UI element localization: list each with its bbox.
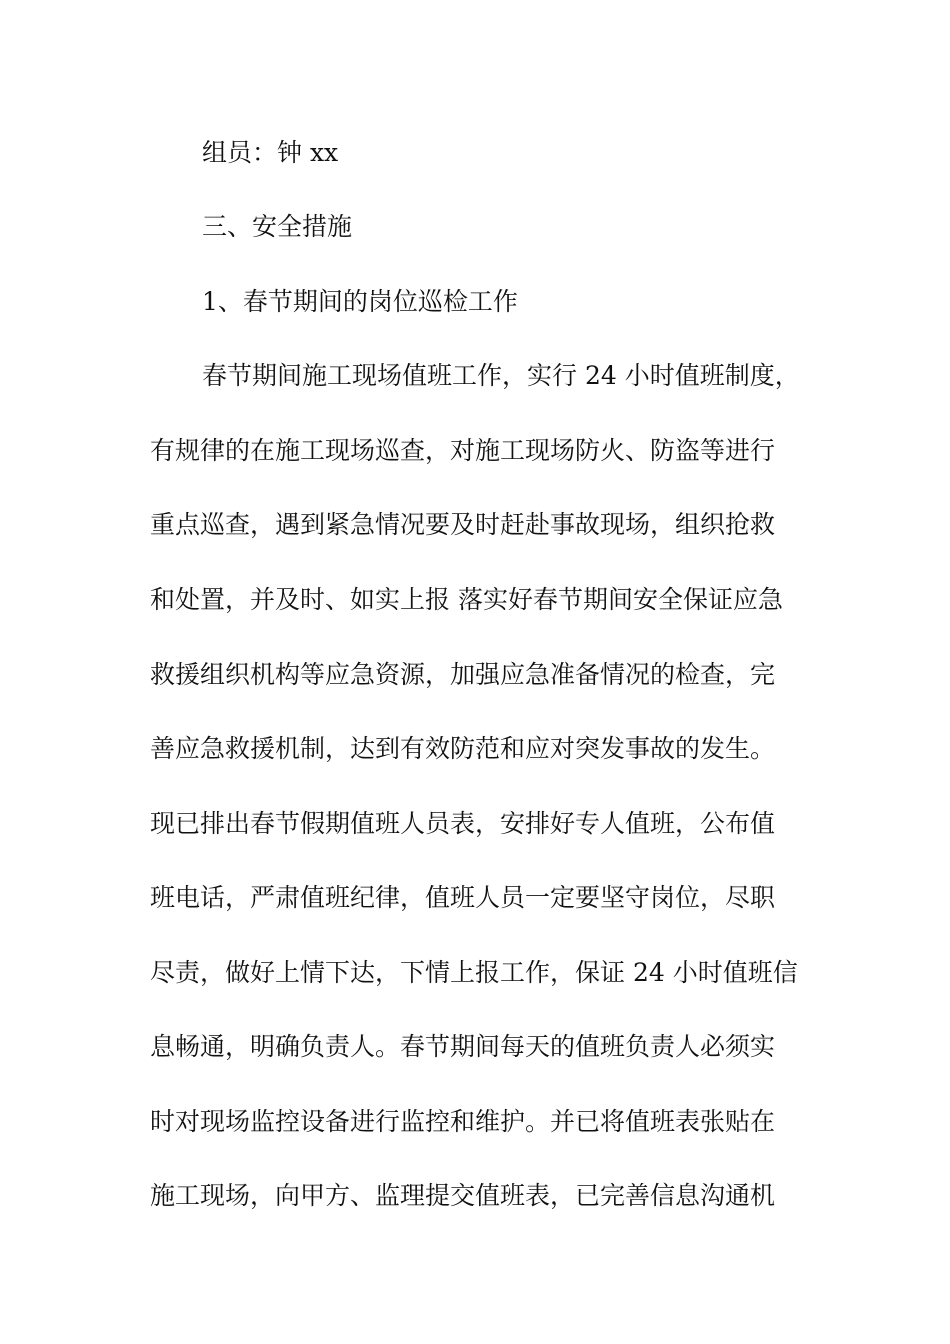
paragraph-line: 尽责，做好上情下达，下情上报工作，保证 24 小时值班信: [150, 958, 798, 987]
paragraph-line: 救援组织机构等应急资源，加强应急准备情况的检查，完: [150, 660, 776, 689]
paragraph-line: 重点巡查，遇到紧急情况要及时赶赴事故现场，组织抢救: [150, 510, 776, 539]
paragraph-line: 有规律的在施工现场巡查，对施工现场防火、防盗等进行: [150, 436, 776, 465]
paragraph-line: 善应急救援机制，达到有效防范和应对突发事故的发生。: [150, 734, 776, 763]
paragraph-line: 现已排出春节假期值班人员表，安排好专人值班，公布值: [150, 809, 776, 838]
section-heading: 三、安全措施: [202, 212, 353, 241]
member-line: 组员：钟 xx: [202, 138, 339, 167]
paragraph-line: 施工现场，向甲方、监理提交值班表，已完善信息沟通机: [150, 1181, 776, 1210]
paragraph-line: 时对现场监控设备进行监控和维护。并已将值班表张贴在: [150, 1107, 776, 1136]
subsection-heading: 1、春节期间的岗位巡检工作: [202, 287, 518, 316]
paragraph-line: 息畅通，明确负责人。春节期间每天的值班负责人必须实: [150, 1032, 776, 1061]
paragraph-line: 春节期间施工现场值班工作，实行 24 小时值班制度，: [202, 361, 800, 390]
paragraph-line: 和处置，并及时、如实上报 落实好春节期间安全保证应急: [150, 585, 783, 614]
paragraph-line: 班电话，严肃值班纪律，值班人员一定要坚守岗位，尽职: [150, 883, 776, 912]
